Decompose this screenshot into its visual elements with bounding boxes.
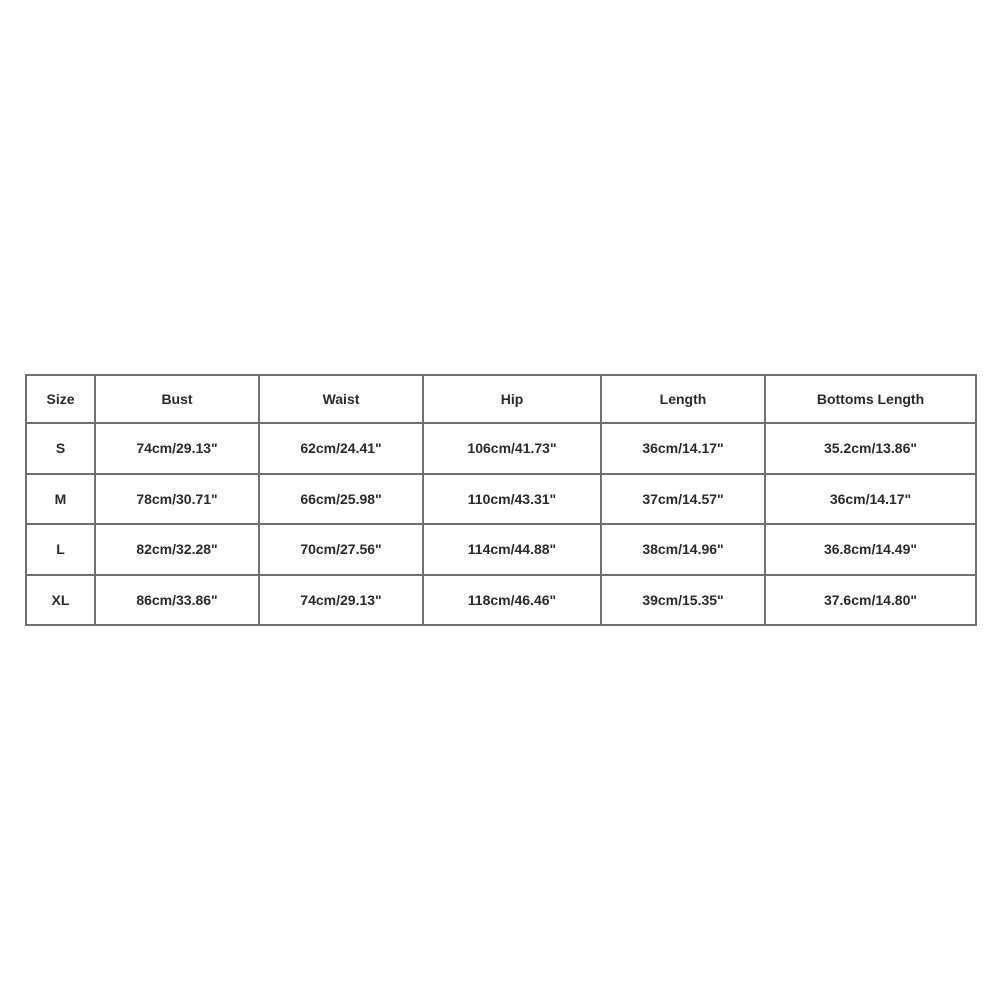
cell-length: 38cm/14.96" (601, 524, 765, 575)
cell-bottoms-length: 36.8cm/14.49" (765, 524, 976, 575)
table-row (26, 524, 976, 575)
table-header-row (26, 375, 976, 423)
cell-hip: 110cm/43.31" (423, 474, 601, 525)
cell-length: 39cm/15.35" (601, 575, 765, 626)
cell-size: S (26, 423, 95, 474)
table-row (26, 423, 976, 474)
header-size: Size (26, 375, 95, 423)
cell-waist: 66cm/25.98" (259, 474, 423, 525)
header-length: Length (601, 375, 765, 423)
cell-bust: 74cm/29.13" (95, 423, 259, 474)
header-bust: Bust (95, 375, 259, 423)
table-row (26, 575, 976, 626)
table-row (26, 474, 976, 525)
cell-bust: 78cm/30.71" (95, 474, 259, 525)
cell-length: 37cm/14.57" (601, 474, 765, 525)
cell-size: M (26, 474, 95, 525)
cell-hip: 106cm/41.73" (423, 423, 601, 474)
cell-waist: 70cm/27.56" (259, 524, 423, 575)
header-hip: Hip (423, 375, 601, 423)
cell-bust: 86cm/33.86" (95, 575, 259, 626)
cell-size: L (26, 524, 95, 575)
cell-bust: 82cm/32.28" (95, 524, 259, 575)
cell-length: 36cm/14.17" (601, 423, 765, 474)
header-bottoms-length: Bottoms Length (765, 375, 976, 423)
cell-hip: 118cm/46.46" (423, 575, 601, 626)
cell-bottoms-length: 35.2cm/13.86" (765, 423, 976, 474)
cell-bottoms-length: 37.6cm/14.80" (765, 575, 976, 626)
cell-bottoms-length: 36cm/14.17" (765, 474, 976, 525)
cell-waist: 62cm/24.41" (259, 423, 423, 474)
cell-hip: 114cm/44.88" (423, 524, 601, 575)
size-chart-table (25, 374, 977, 626)
header-waist: Waist (259, 375, 423, 423)
cell-waist: 74cm/29.13" (259, 575, 423, 626)
cell-size: XL (26, 575, 95, 626)
